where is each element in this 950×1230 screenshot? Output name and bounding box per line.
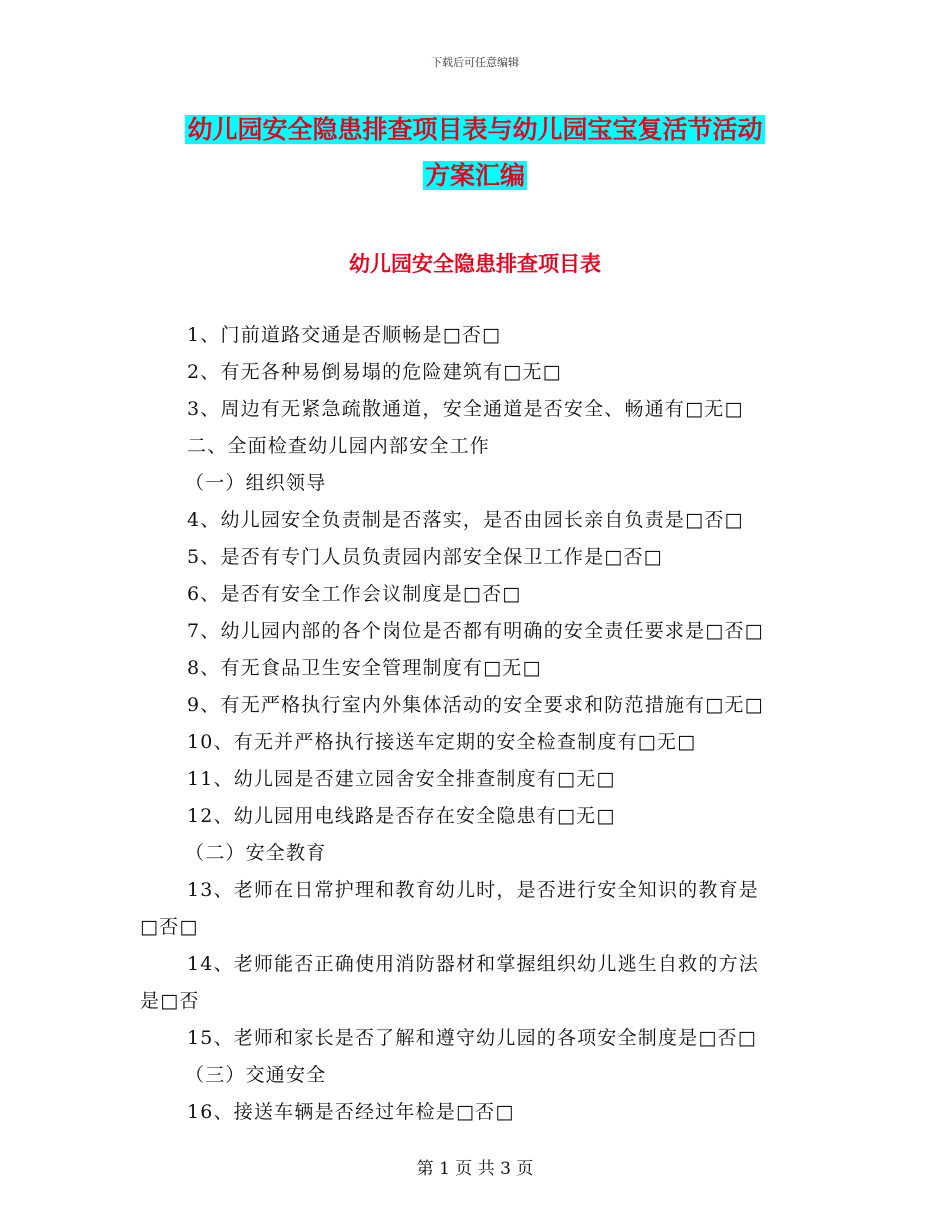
body-line: （二）安全教育 (185, 842, 327, 864)
body-line: 14、老师能否正确使用消防器材和掌握组织幼儿逃生自救的方法 (187, 953, 759, 975)
body-line: 13、老师在日常护理和教育幼儿时，是否进行安全知识的教育是 (187, 879, 759, 901)
body-line: 12、幼儿园用电线路是否存在安全隐患有□无□ (187, 805, 616, 827)
body-line: （一）组织领导 (185, 472, 327, 494)
body-line: 2、有无各种易倒易塌的危险建筑有□无□ (187, 361, 562, 383)
page-header-note: 下载后可任意编辑 (431, 56, 519, 69)
document-title-line-1: 幼儿园安全隐患排查项目表与幼儿园宝宝复活节活动 (187, 115, 763, 144)
body-line: 11、幼儿园是否建立园舍安全排查制度有□无□ (187, 768, 616, 790)
body-line: （三）交通安全 (185, 1064, 327, 1086)
body-line: 1、门前道路交通是否顺畅是□否□ (187, 324, 502, 346)
body-line: 是□否 (140, 990, 200, 1012)
section-title: 幼儿园安全隐患排查项目表 (349, 252, 601, 276)
body-line: 9、有无严格执行室内外集体活动的安全要求和防范措施有□无□ (187, 694, 764, 716)
body-line: □否□ (140, 916, 199, 938)
body-line: 16、接送车辆是否经过年检是□否□ (187, 1101, 515, 1123)
body-line: 5、是否有专门人员负责园内部安全保卫工作是□否□ (187, 546, 663, 568)
body-line: 10、有无并严格执行接送车定期的安全检查制度有□无□ (187, 731, 697, 753)
body-line: 8、有无食品卫生安全管理制度有□无□ (187, 657, 542, 679)
body-line: 3、周边有无紧急疏散通道，安全通道是否安全、畅通有□无□ (187, 398, 744, 420)
document-title-line-2: 方案汇编 (424, 161, 525, 190)
body-line: 4、幼儿园安全负责制是否落实，是否由园长亲自负责是□否□ (187, 509, 744, 531)
body-line: 二、全面检查幼儿园内部安全工作 (187, 435, 491, 457)
body-line: 6、是否有安全工作会议制度是□否□ (187, 583, 522, 605)
page-footer: 第 1 页 共 3 页 (416, 1159, 534, 1179)
body-line: 7、幼儿园内部的各个岗位是否都有明确的安全责任要求是□否□ (187, 620, 764, 642)
body-line: 15、老师和家长是否了解和遵守幼儿园的各项安全制度是□否□ (187, 1027, 757, 1049)
